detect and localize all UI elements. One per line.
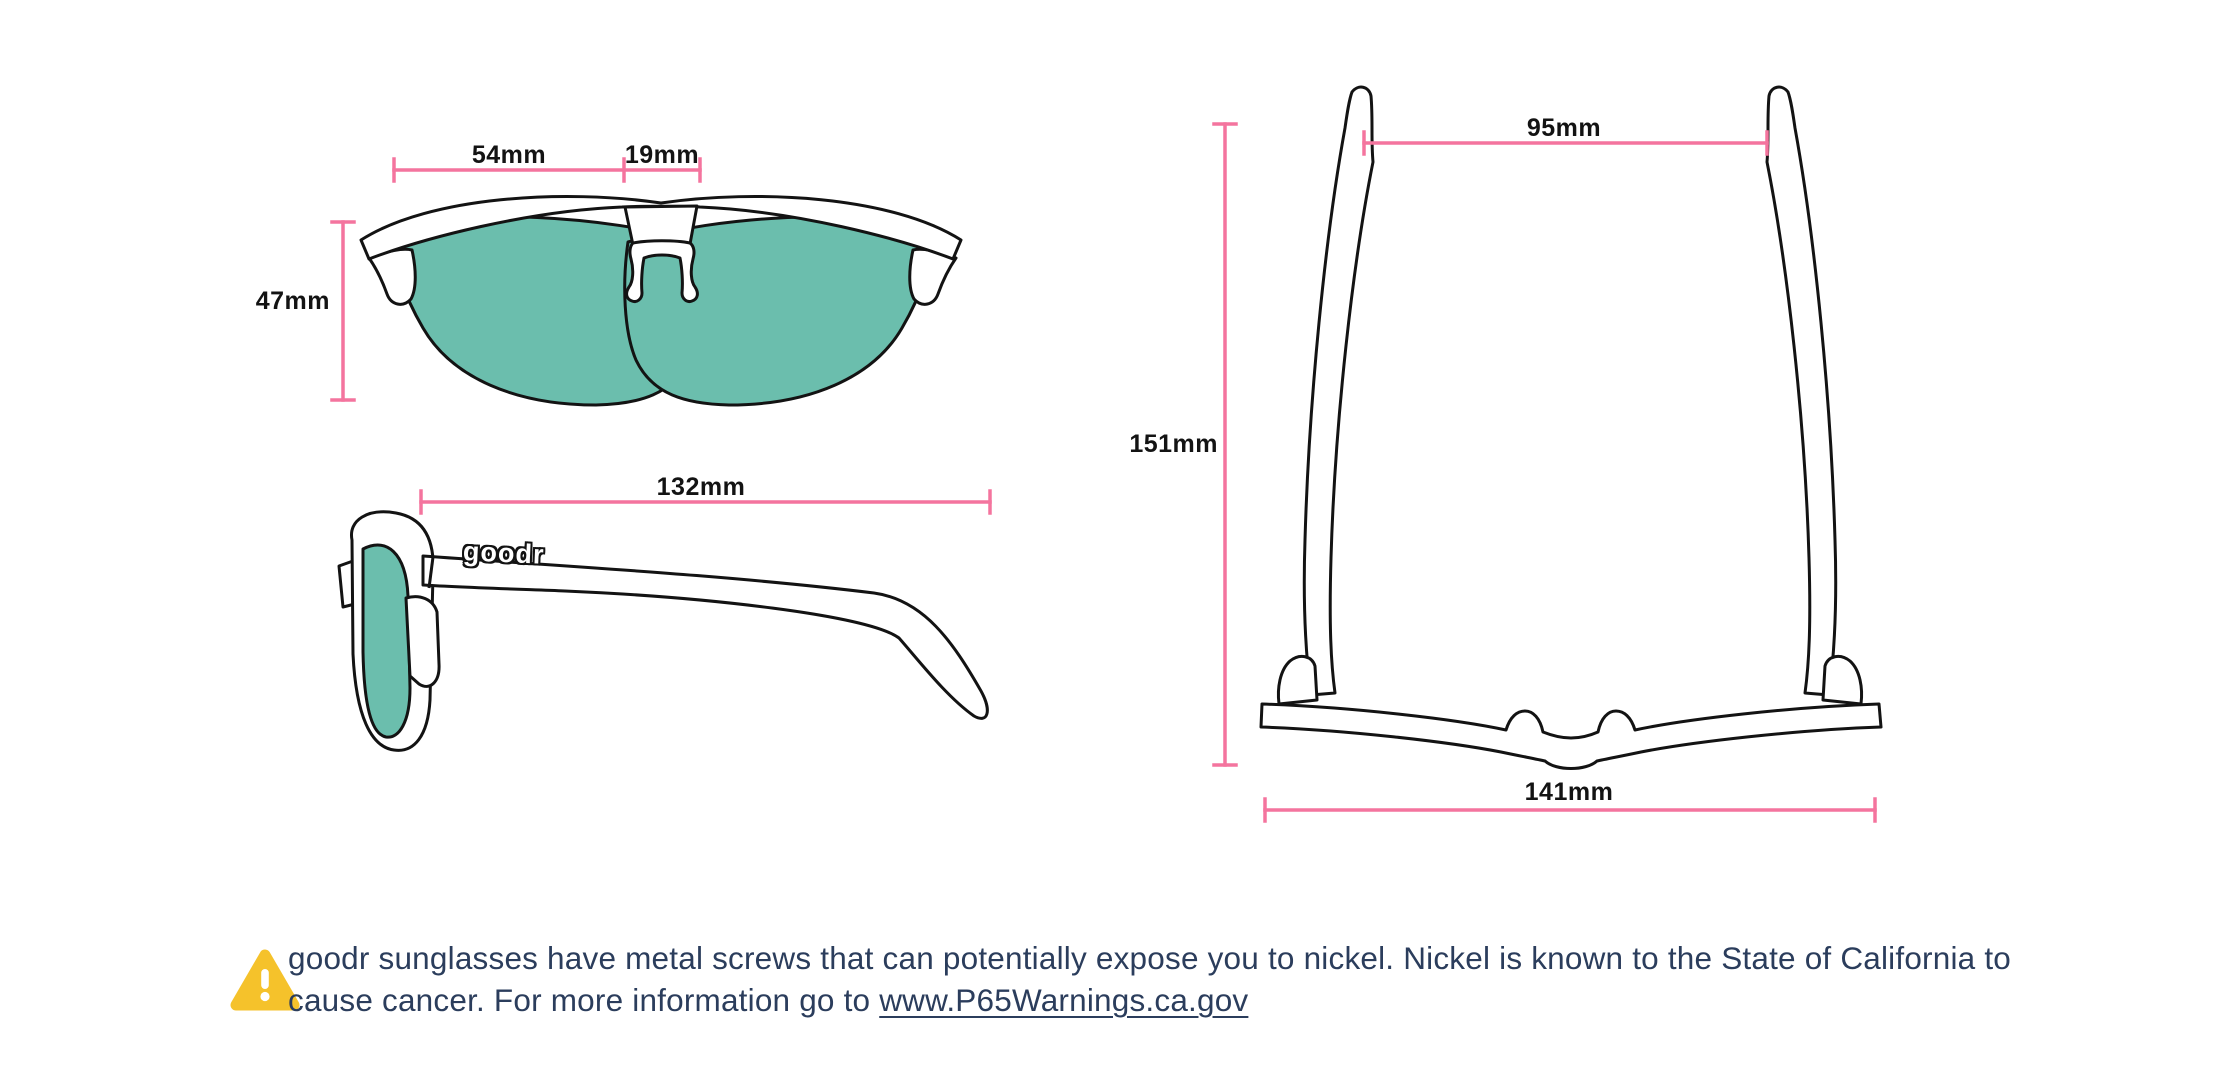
- warning-line-1: goodr sunglasses have metal screws that can potentially expose you to nickel. Nickel is known to the State of California to: [288, 940, 2012, 976]
- warning-text: [288, 938, 2048, 1021]
- warning-line-2: cause cancer. For more information go to: [288, 981, 880, 1018]
- top-left-temple: [1304, 87, 1373, 695]
- top-frame-width-label: 141mm: [1524, 778, 1614, 806]
- front-bridge-width-label: 19mm: [624, 141, 700, 169]
- side-hinge-claw: [406, 597, 439, 687]
- top-view-drawing: [1214, 87, 1881, 821]
- top-right-hinge: [1823, 656, 1862, 704]
- front-lens-height-dimension-line: [332, 222, 354, 400]
- top-overall-depth-label: 151mm: [1129, 430, 1218, 458]
- side-view-drawing: [339, 491, 990, 750]
- side-temple-arm: [423, 556, 987, 718]
- top-left-hinge: [1278, 656, 1317, 704]
- goodr-logo: goodr: [462, 536, 546, 570]
- top-right-temple: [1767, 87, 1836, 695]
- side-lens: [363, 545, 410, 737]
- front-view-drawing: [332, 159, 961, 405]
- front-bridge: [625, 206, 697, 245]
- side-temple-length-label: 132mm: [656, 473, 746, 501]
- front-lens-height-label: 47mm: [255, 287, 330, 315]
- p65-warnings-link[interactable]: www.P65Warnings.ca.gov: [879, 981, 1249, 1018]
- front-lens-width-label: 54mm: [471, 141, 547, 169]
- top-tip-spread-label: 95mm: [1526, 114, 1602, 142]
- top-frame-front: [1261, 704, 1881, 769]
